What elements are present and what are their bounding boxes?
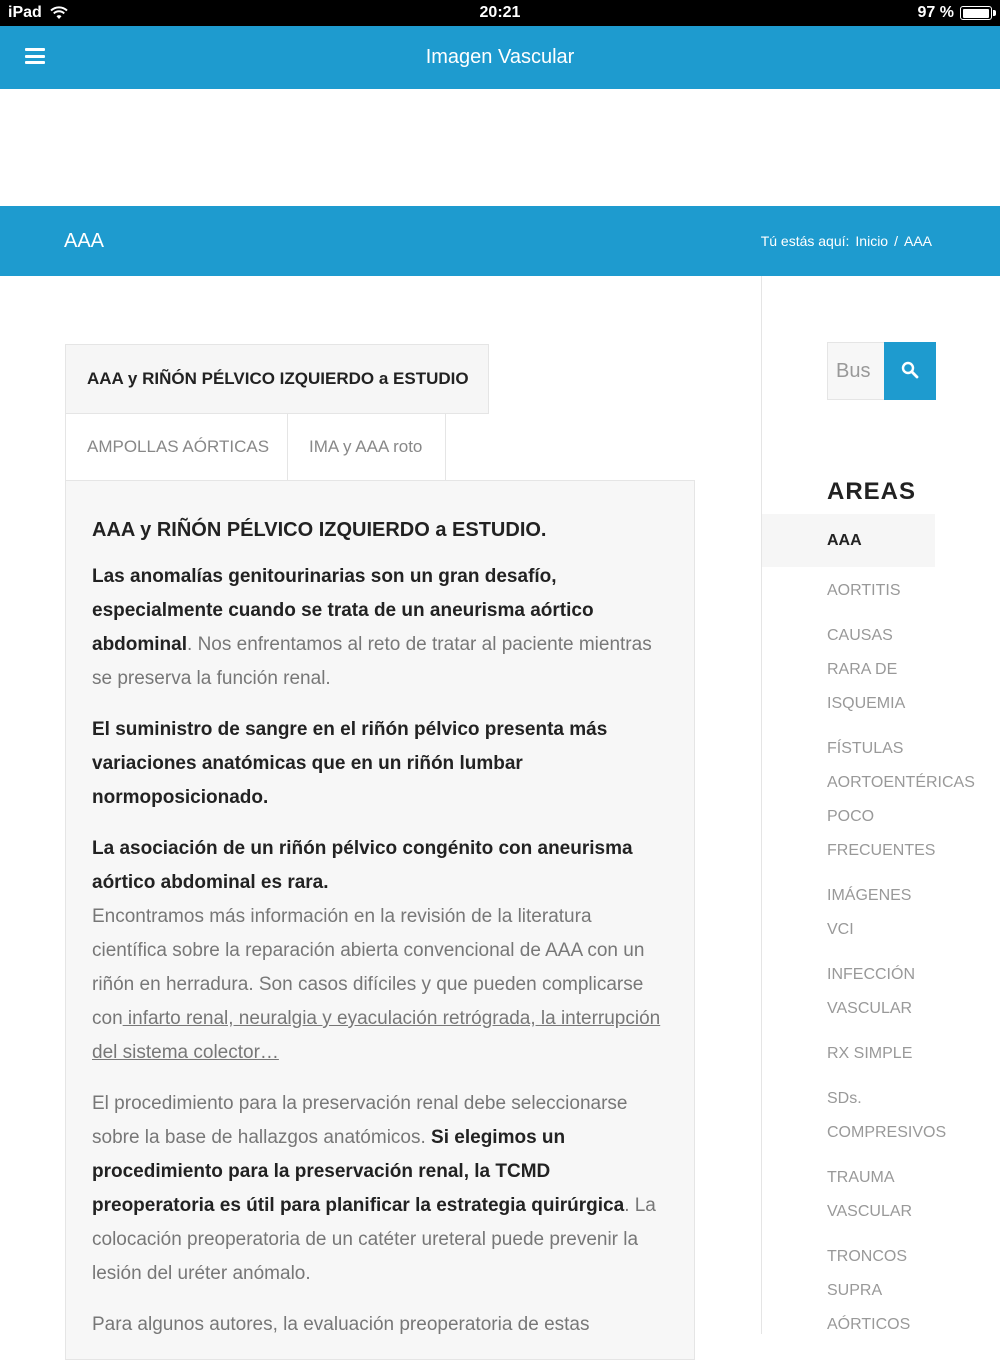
- tab-ampollas-aorticas[interactable]: AMPOLLAS AÓRTICAS: [65, 413, 288, 481]
- search-icon: [901, 361, 919, 379]
- app-title: Imagen Vascular: [425, 46, 575, 68]
- article-title: AAA y RIÑÓN PÉLVICO IZQUIERDO a ESTUDIO.: [92, 519, 547, 541]
- area-list: [827, 574, 975, 1353]
- area-item-imagenes-vci[interactable]: IMÁGENES VCI: [827, 887, 912, 938]
- battery-fill: [963, 9, 989, 18]
- battery-percent: 97 %: [917, 4, 954, 21]
- area-item-causas-rara-isquemia[interactable]: CAUSAS RARA DE ISQUEMIA: [827, 627, 906, 712]
- article-paragraph-3: [92, 900, 668, 1070]
- p4-rest: . La colocación preoperatoria de un catéter ureteral puede prevenir la lesión del uréter anómalo.: [92, 1195, 656, 1284]
- p2-bold: El suministro de sangre en el riñón pélvico presenta más variaciones anatómicas que en un riñón lumbar normoposicionado.: [92, 719, 608, 808]
- breadcrumb-prefix: Tú estás aquí:: [760, 233, 850, 249]
- tab-rinon-pelvico[interactable]: AAA y RIÑÓN PÉLVICO IZQUIERDO a ESTUDIO: [65, 344, 489, 414]
- areas-heading: AREAS: [827, 478, 917, 505]
- article-content: [65, 480, 695, 1360]
- p3-rest: Encontramos más información en la revisión de la literatura científica sobre la reparación abierta convencional de AAA con un riñón en herradura. Son casos difíciles y que pueden complicarse con: [92, 906, 645, 1029]
- breadcrumb: [761, 233, 932, 249]
- p4-bold: Si elegimos un procedimiento para la preservación renal, la TCMD preoperatoria es útil para planificar la estrategia quirúrgica: [92, 1127, 625, 1216]
- status-time: 20:21: [479, 4, 521, 21]
- status-bar: [0, 0, 1000, 26]
- breadcrumb-home-link[interactable]: Inicio: [855, 233, 889, 249]
- status-right: [918, 4, 992, 22]
- complications-link[interactable]: infarto renal, neuralgia y eyaculación retrógrada, la interrupción del sistema colector…: [92, 1008, 661, 1063]
- page-title: AAA: [64, 230, 105, 252]
- search-input[interactable]: [828, 343, 884, 399]
- tab-ima-aaa-roto[interactable]: IMA y AAA roto: [287, 413, 446, 481]
- area-item-active[interactable]: [762, 514, 935, 567]
- area-item-rx-simple[interactable]: RX SIMPLE: [827, 1045, 913, 1062]
- device-name: iPad: [8, 4, 42, 21]
- sidebar-divider: [761, 276, 762, 1334]
- p3-bold: La asociación de un riñón pélvico congénito con aneurisma aórtico abdominal es rara.: [92, 838, 633, 893]
- area-item-troncos-supra-aorticos[interactable]: TRONCOS SUPRA AÓRTICOS: [827, 1248, 911, 1333]
- p1-rest: . Nos enfrentamos al reto de tratar al paciente mientras se preserva la función renal.: [92, 634, 652, 689]
- p4-start: El procedimiento para la preservación renal debe seleccionarse sobre la base de hallazgos anatómicos.: [92, 1093, 628, 1148]
- p1-bold: Las anomalías genitourinarias son un gran desafío, especialmente cuando se trata de un aneurisma aórtico abdominal: [92, 566, 594, 655]
- article-paragraph-5: Para algunos autores, la evaluación preoperatoria de estas: [92, 1314, 590, 1335]
- page-banner: [0, 206, 1000, 276]
- article-paragraph-3-lead: [92, 832, 668, 900]
- area-item-trauma-vascular[interactable]: TRAUMA VASCULAR: [827, 1169, 913, 1220]
- search-button[interactable]: [884, 342, 936, 400]
- search-box: [827, 342, 935, 400]
- area-item-aortitis[interactable]: AORTITIS: [827, 582, 901, 599]
- battery-icon: [960, 6, 992, 20]
- article-paragraph-4: [92, 1087, 668, 1291]
- article-paragraph-2: [92, 713, 668, 815]
- area-item-infeccion-vascular[interactable]: INFECCIÓN VASCULAR: [827, 966, 915, 1017]
- area-item-fistulas[interactable]: FÍSTULAS AORTOENTÉRICAS POCO FRECUENTES: [827, 740, 975, 859]
- area-item-sds-compresivos[interactable]: SDs. COMPRESIVOS: [827, 1090, 947, 1141]
- article-paragraph-1: [92, 560, 668, 696]
- breadcrumb-current: AAA: [903, 233, 932, 249]
- breadcrumb-separator: /: [894, 233, 898, 249]
- area-active-label: AAA: [827, 532, 862, 549]
- app-header: [0, 26, 1000, 89]
